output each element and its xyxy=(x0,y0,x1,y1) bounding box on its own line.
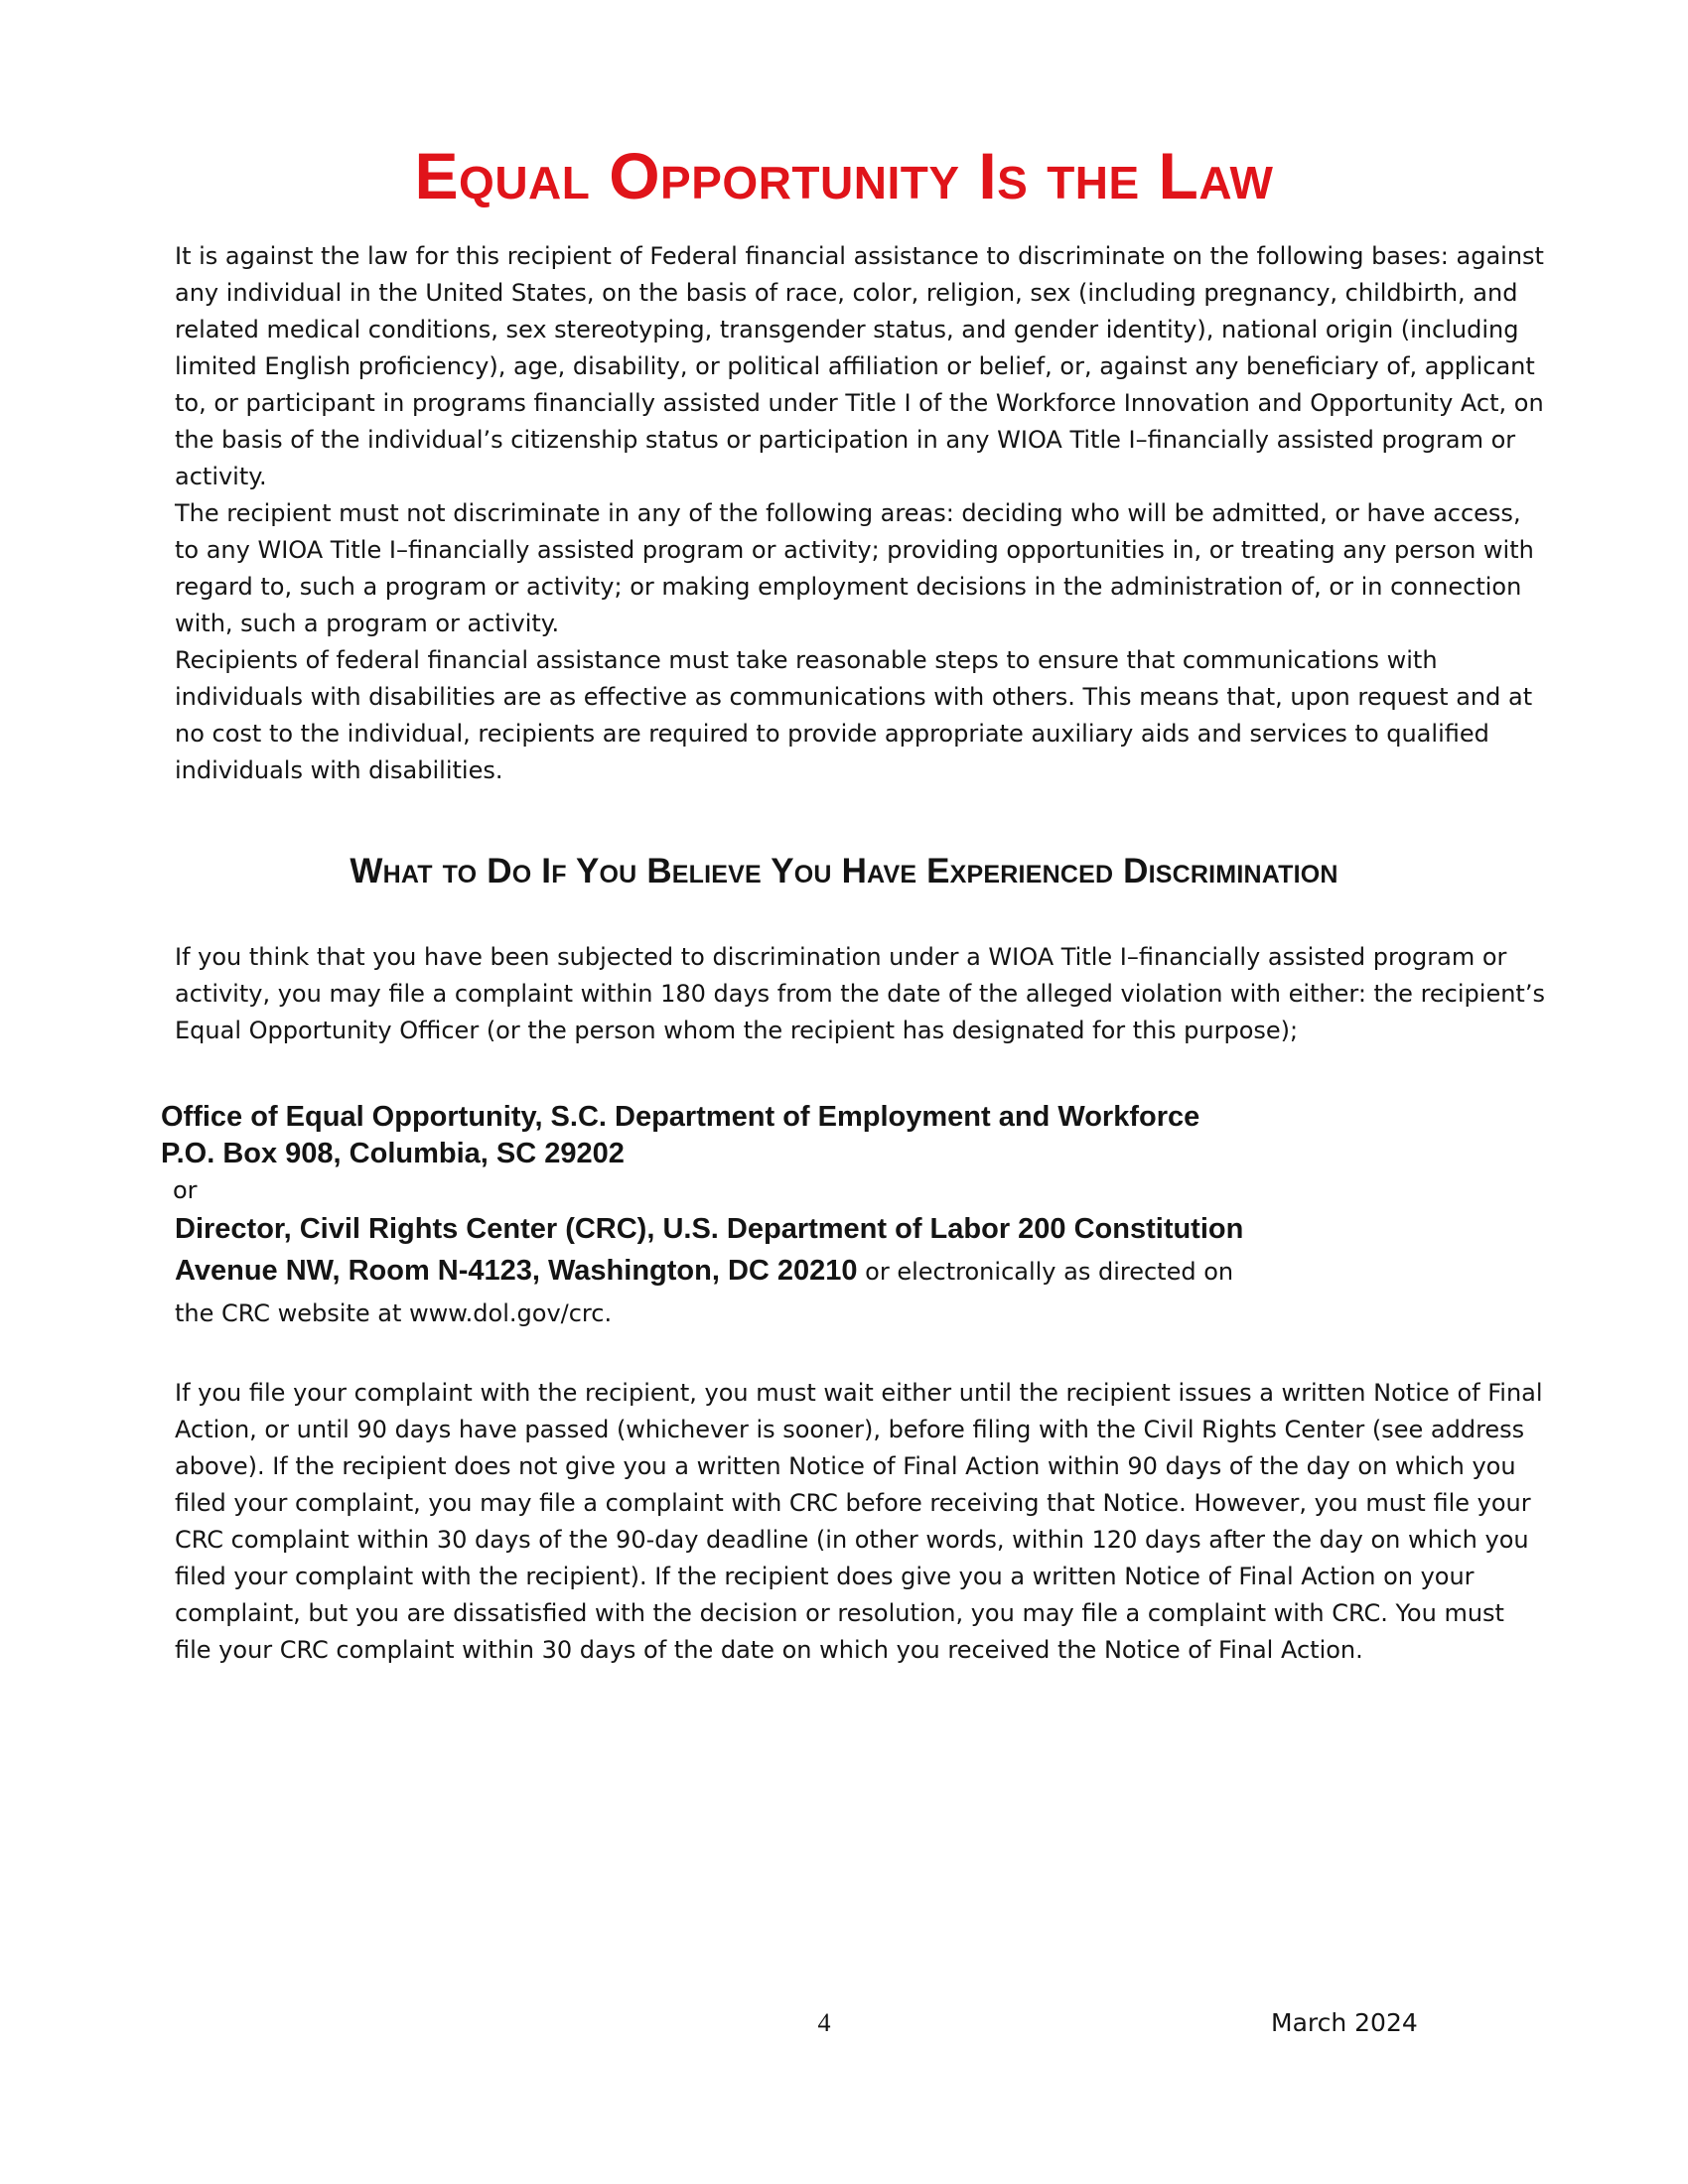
crc-address-line1: Director, Civil Rights Center (CRC), U.S. Department of Labor 200 Constitution xyxy=(175,1213,1244,1245)
crc-address-line2-wrapper xyxy=(175,1250,1571,1293)
complaint-intro-paragraph: If you think that you have been subjected to discrimination under a WIOA Title I–financially assisted program or activity, you may file a complaint within 180 days from the date of the alleged violation with either: the recipient’s Equal Opportunity Officer (or the person whom the recipient has designated for this purpose); xyxy=(175,943,1545,1044)
intro-paragraph-disabilities: Recipients of federal financial assistance must take reasonable steps to ensure that communications with individuals with disabilities are as effective as communications with others. This means that, upon request and at no cost to the individual, recipients are required to provide appropriate auxiliary aids and services to qualified individuals with disabilities. xyxy=(175,646,1533,784)
crc-address-line2: Avenue NW, Room N-4123, Washington, DC 20210 xyxy=(175,1255,858,1287)
intro-section xyxy=(175,238,1545,789)
filing-paragraph: If you file your complaint with the recipient, you must wait either until the recipient issues a written Notice of Final Action, or until 90 days have passed (whichever is sooner), before filing with the Civil Rights Center (see address above). If the recipient does not give you a written Notice of Final Action within 90 days of the day on which you filed your complaint, you may file a complaint with CRC before receiving that Notice. However, you must file your CRC complaint within 30 days of the 90-day deadline (in other words, within 120 days after the day on which you filed your complaint with the recipient). If the recipient does give you a written Notice of Final Action on your complaint, but you are dissatisfied with the decision or resolution, you may file a complaint with CRC. You must file your CRC complaint within 30 days of the date on which you received the Notice of Final Action. xyxy=(175,1379,1543,1664)
crc-website-line: the CRC website at www.dol.gov/crc. xyxy=(175,1299,613,1327)
page-number: 4 xyxy=(817,2008,831,2037)
page-title: Equal Opportunity Is the Law xyxy=(414,139,1274,212)
intro-paragraph-areas: The recipient must not discriminate in any of the following areas: deciding who will be admitted, or have access, to any WIOA Title I–financially assisted program or activity; providing opportunities in, or treating any person with regard to, such a program or activity; or making employment decisions in the administration of, or in connection with, such a program or activity. xyxy=(175,499,1534,637)
crc-address-line2-tail: or electronically as directed on xyxy=(857,1258,1234,1286)
intro-paragraph-bases: It is against the law for this recipient of Federal financial assistance to discriminate on the following bases: against any individual in the United States, on the basis of race, color, religion, sex (including pregnancy, childbirth, and related medical conditions, sex stereotyping, transgender status, and gender identity), national origin (including limited English proficiency), age, disability, or political affiliation or belief, or, against any beneficiary of, applicant to, or participant in programs financially assisted under Title I of the Workforce Innovation and Opportunity Act, on the basis of the individual’s citizenship status or participation in any WIOA Title I–financially assisted program or activity. xyxy=(175,242,1544,490)
address-or-separator: or xyxy=(173,1176,198,1204)
footer-date: March 2024 xyxy=(1271,2008,1418,2037)
filing-section xyxy=(175,1375,1545,1669)
complaint-intro-section xyxy=(175,939,1545,1049)
office-address-line2: P.O. Box 908, Columbia, SC 29202 xyxy=(161,1138,625,1169)
section-heading: What to Do If You Believe You Have Experienced Discrimination xyxy=(350,852,1338,890)
contact-addresses xyxy=(161,1099,1571,1334)
crc-address xyxy=(161,1208,1571,1293)
office-address-line1: Office of Equal Opportunity, S.C. Department of Employment and Workforce xyxy=(161,1101,1200,1133)
